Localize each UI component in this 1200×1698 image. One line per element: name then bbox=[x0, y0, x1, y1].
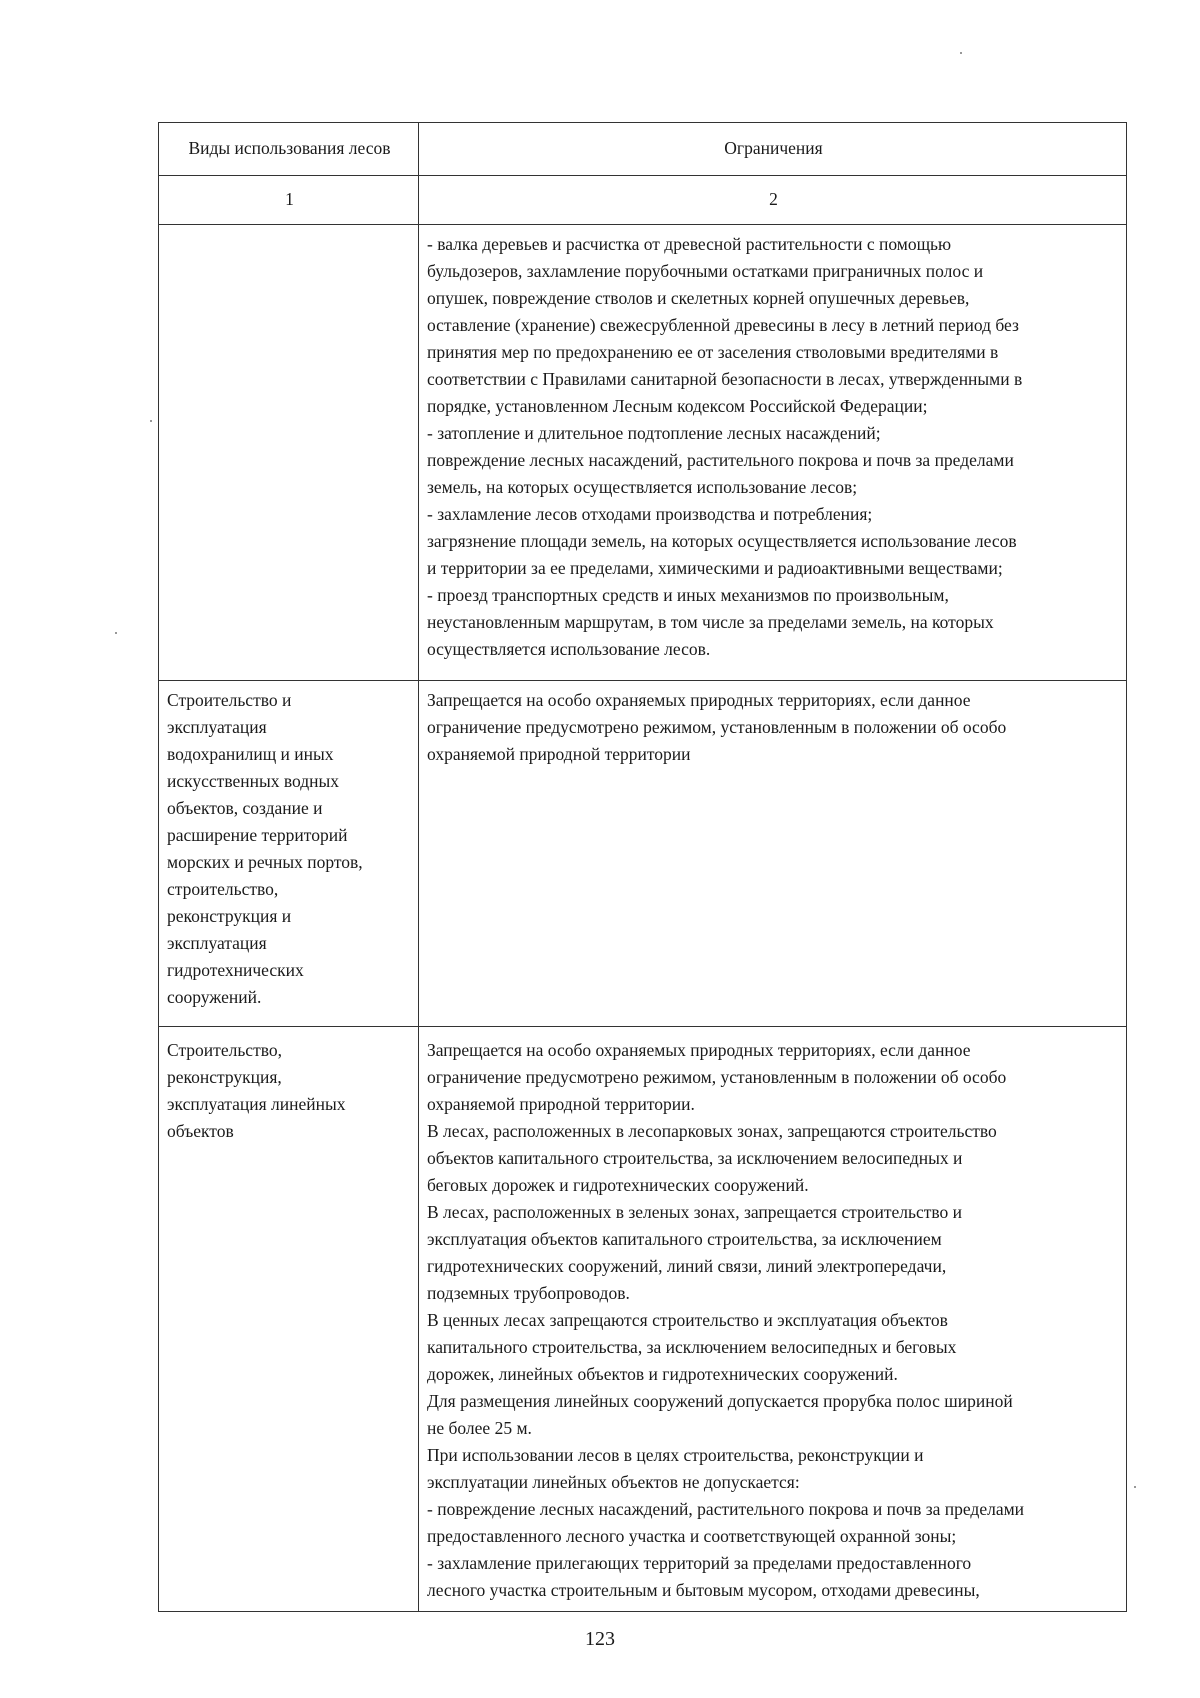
text-line: - повреждение лесных насаждений, растительного покрова и почв за пределами bbox=[427, 1499, 1025, 1519]
text-line: капитального строительства, за исключением велосипедных и беговых bbox=[427, 1337, 957, 1357]
table-row bbox=[159, 1027, 1127, 1612]
text-line: Строительство, bbox=[167, 1040, 282, 1060]
text-line: Запрещается на особо охраняемых природных территориях, если данное bbox=[427, 690, 971, 710]
text-line: охраняемой природной территории bbox=[427, 744, 691, 764]
text-line: реконструкция и bbox=[167, 906, 292, 926]
forest-use-cell bbox=[159, 1027, 419, 1612]
text-line: дорожек, линейных объектов и гидротехнических сооружений. bbox=[427, 1364, 898, 1384]
text-line: оставление (хранение) свежесрубленной древесины в лесу в летний период без bbox=[427, 315, 1019, 335]
text-line: и территории за ее пределами, химическими и радиоактивными веществами; bbox=[427, 558, 1003, 578]
restrictions-cell bbox=[419, 1027, 1127, 1612]
text-line: эксплуатация bbox=[167, 717, 267, 737]
page-number: 123 bbox=[585, 1628, 615, 1650]
text-line: - затопление и длительное подтопление лесных насаждений; bbox=[427, 423, 881, 443]
text-line: Для размещения линейных сооружений допускается прорубка полос шириной bbox=[427, 1391, 1013, 1411]
text-line: эксплуатация линейных bbox=[167, 1094, 346, 1114]
scan-speck bbox=[150, 420, 152, 422]
text-line: объектов капитального строительства, за исключением велосипедных и bbox=[427, 1148, 963, 1168]
text-line: искусственных водных bbox=[167, 771, 340, 791]
text-line: При использовании лесов в целях строительства, реконструкции и bbox=[427, 1445, 924, 1465]
text-line: ограничение предусмотрено режимом, установленным в положении об особо bbox=[427, 717, 1007, 737]
column-number-2: 2 bbox=[419, 176, 1127, 225]
header-forest-use: Виды использования лесов bbox=[159, 123, 419, 176]
text-line: эксплуатация bbox=[167, 933, 267, 953]
text-line: расширение территорий bbox=[167, 825, 348, 845]
text-line: охраняемой природной территории. bbox=[427, 1094, 695, 1114]
text-line: В лесах, расположенных в зеленых зонах, запрещается строительство и bbox=[427, 1202, 963, 1222]
text-line: гидротехнических bbox=[167, 960, 304, 980]
text-line: В лесах, расположенных в лесопарковых зонах, запрещаются строительство bbox=[427, 1121, 997, 1141]
text-line: не более 25 м. bbox=[427, 1418, 532, 1438]
scan-speck bbox=[1134, 1486, 1136, 1488]
text-line: строительство, bbox=[167, 879, 279, 899]
text-line: Строительство и bbox=[167, 690, 292, 710]
header-restrictions: Ограничения bbox=[419, 123, 1127, 176]
text-line: В ценных лесах запрещаются строительство и эксплуатация объектов bbox=[427, 1310, 948, 1330]
text-line: бульдозеров, захламление порубочными остатками приграничных полос и bbox=[427, 261, 984, 281]
text-line: - проезд транспортных средств и иных механизмов по произвольным, bbox=[427, 585, 949, 605]
forest-use-cell bbox=[159, 225, 419, 681]
text-line: беговых дорожек и гидротехнических сооружений. bbox=[427, 1175, 809, 1195]
text-line: загрязнение площади земель, на которых осуществляется использование лесов bbox=[427, 531, 1017, 551]
text-line: - валка деревьев и расчистка от древесной растительности с помощью bbox=[427, 234, 952, 254]
text-line: ограничение предусмотрено режимом, установленным в положении об особо bbox=[427, 1067, 1007, 1087]
text-line: порядке, установленном Лесным кодексом Российской Федерации; bbox=[427, 396, 928, 416]
scan-speck bbox=[960, 52, 962, 54]
text-line: соответствии с Правилами санитарной безопасности в лесах, утвержденными в bbox=[427, 369, 1023, 389]
text-line: земель, на которых осуществляется использование лесов; bbox=[427, 477, 858, 497]
text-line: эксплуатация объектов капитального строительства, за исключением bbox=[427, 1229, 942, 1249]
forest-use-cell bbox=[159, 681, 419, 1027]
text-line: Запрещается на особо охраняемых природных территориях, если данное bbox=[427, 1040, 971, 1060]
column-number-1: 1 bbox=[159, 176, 419, 225]
text-line: - захламление лесов отходами производства и потребления; bbox=[427, 504, 873, 524]
restrictions-cell bbox=[419, 681, 1127, 1027]
text-line: опушек, повреждение стволов и скелетных корней опушечных деревьев, bbox=[427, 288, 970, 308]
text-line: гидротехнических сооружений, линий связи, линий электропередачи, bbox=[427, 1256, 947, 1276]
text-line: водохранилищ и иных bbox=[167, 744, 334, 764]
table-header-row bbox=[159, 123, 1127, 176]
text-line: объектов bbox=[167, 1121, 234, 1141]
text-line: повреждение лесных насаждений, растительного покрова и почв за пределами bbox=[427, 450, 1014, 470]
text-line: лесного участка строительным и бытовым мусором, отходами древесины, bbox=[427, 1580, 980, 1600]
text-line: реконструкция, bbox=[167, 1067, 282, 1087]
text-line: осуществляется использование лесов. bbox=[427, 639, 711, 659]
text-line: эксплуатации линейных объектов не допускается: bbox=[427, 1472, 800, 1492]
text-line: принятия мер по предохранению ее от заселения стволовыми вредителями в bbox=[427, 342, 999, 362]
column-numbers-row bbox=[159, 176, 1127, 225]
restrictions-table bbox=[158, 122, 1127, 1612]
table-row bbox=[159, 225, 1127, 681]
text-line: подземных трубопроводов. bbox=[427, 1283, 630, 1303]
scan-speck bbox=[115, 632, 117, 634]
text-line: - захламление прилегающих территорий за пределами предоставленного bbox=[427, 1553, 972, 1573]
text-line: сооружений. bbox=[167, 987, 262, 1007]
text-line: неустановленным маршрутам, в том числе за пределами земель, на которых bbox=[427, 612, 994, 632]
restrictions-cell bbox=[419, 225, 1127, 681]
text-line: объектов, создание и bbox=[167, 798, 323, 818]
text-line: морских и речных портов, bbox=[167, 852, 363, 872]
table-row bbox=[159, 681, 1127, 1027]
text-line: предоставленного лесного участка и соответствующей охранной зоны; bbox=[427, 1526, 957, 1546]
